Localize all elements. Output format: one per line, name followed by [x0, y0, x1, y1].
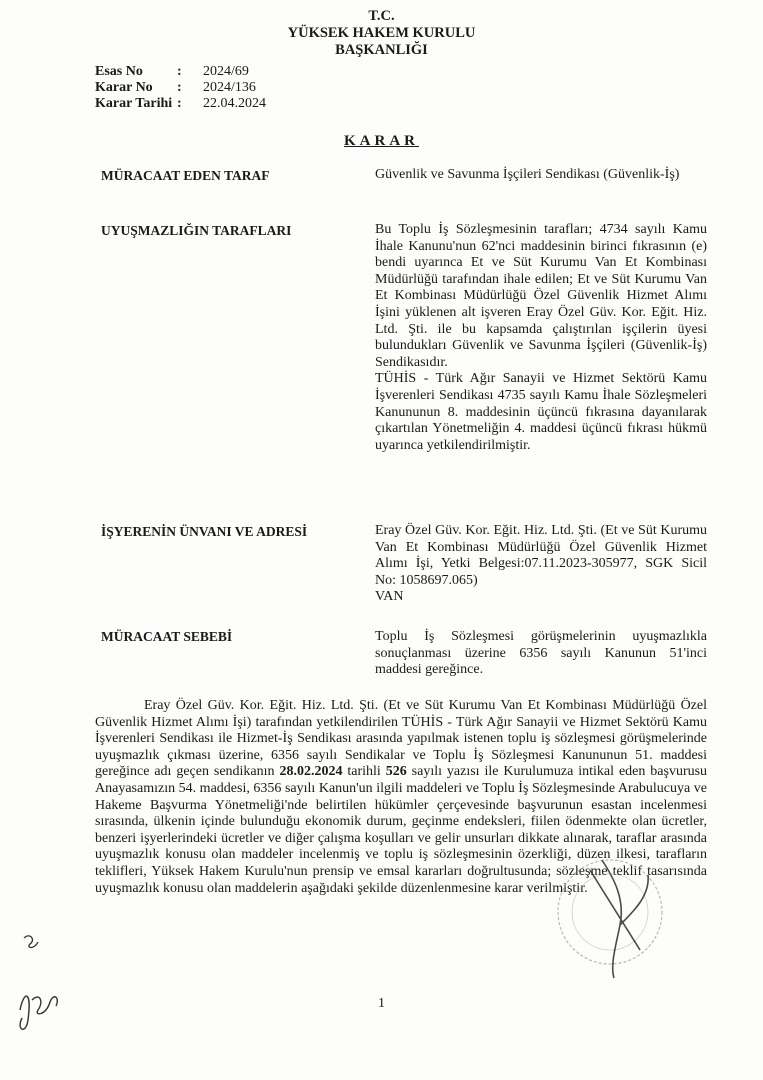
body-number: 526 [385, 764, 407, 780]
parties-text-2: TÜHİS - Türk Ağır Sanayii ve Hizmet Sektörü Kamu İşverenleri Sendikası 4735 sayılı Kamu İhale Sözleşmeleri Kanununun 8. maddesinin üçüncü fıkrasına dayanılarak çıkartılan Yönetmeliğin 4. maddesi üçüncü fıkrası hükmü uyarınca yetkilendirilmiştir. [375, 371, 707, 453]
meta-label: Karar Tarihi [95, 96, 173, 111]
applicant-text: Güvenlik ve Savunma İşçileri Sendikası (Güvenlik-İş) [375, 167, 680, 182]
body-part-2: tarihli [347, 764, 381, 780]
handwritten-initials [10, 930, 70, 1050]
reason-text: Toplu İş Sözleşmesi görüşmelerinin uyuşmazlıkla sonuçlanması üzerine 6356 sayılı Kanunun 51'inci maddesi gereğince. [375, 629, 707, 678]
meta-row-karar [95, 80, 266, 96]
body-part-1: Eray Özel Güv. Kor. Eğit. Hiz. Ltd. Şti. (Et ve Süt Kurumu Van Et Kombinası Müdürlüğü Özel Güvenlik Hizmet Alımı İşi) tarafından yetkilendirilen TÜHİS - Türk Ağır Sanayii ve Hizmet Sektörü Kamu İşverenleri Sendikası ile Hizmet-İş Sendikası arasında yapılmak istenen toplu iş sözleşmesi görüşmelerinde uyuşmazlık çıkması üzerine, 6356 sayılı Sendikalar ve Toplu İş Sözleşmesi Kanununun 51. maddesi gereğince adı geçen sendikanın [95, 698, 707, 780]
section-label-employer: İŞYERENİN ÜNVANI VE ADRESİ [101, 524, 308, 539]
meta-row-esas [95, 64, 266, 80]
section-label-parties: UYUŞMAZLIĞIN TARAFLARI [101, 223, 292, 238]
header-institution: YÜKSEK HAKEM KURULU [287, 25, 476, 41]
meta-sep: : [177, 80, 182, 95]
employer-text: Eray Özel Güv. Kor. Eğit. Hiz. Ltd. Şti. (Et ve Süt Kurumu Van Et Kombinası Müdürlüğü Özel Güvenlik Hizmet Alımı İşi, Yetki Belgesi:07.11.2023-305977, SGK Sicil No: 1058697.065) [375, 523, 707, 588]
seal-stamp-signature [540, 840, 700, 980]
page-number: 1 [378, 996, 385, 1011]
document-title: KARAR [344, 133, 419, 149]
employer-city: VAN [375, 589, 404, 605]
meta-value: 2024/69 [203, 64, 249, 79]
parties-text-1: Bu Toplu İş Sözleşmesinin tarafları; 4734 sayılı Kamu İhale Kanunu'nun 62'nci maddesinin birinci fıkrasının (e) bendi uyarınca Et ve Süt Kurumu Van Et Kombinası Müdürlüğü tarafından ihale edilen; Et ve Süt Kurumu Van Et Kombinası Müdürlüğü Özel Güvenlik Hizmet Alımı İşini yüklenen alt işveren Eray Özel Güv. Kor. Eğit. Hiz. Ltd. Şti. ile bu kapsamda çalıştırılan işçilerin üyesi bulundukları Güvenlik ve Savunma İşçileri (Güvenlik-İş) Sendikasıdır. [375, 222, 707, 370]
header-tc: T.C. [368, 8, 395, 24]
section-text-applicant [375, 167, 707, 184]
meta-value: 2024/136 [203, 80, 256, 95]
section-text-employer [375, 523, 707, 606]
section-label-reason: MÜRACAAT SEBEBİ [101, 629, 233, 644]
header-department: BAŞKANLIĞI [335, 42, 428, 58]
body-part-3: sayılı yazısı ile Kurulumuza intikal eden başvurusu Anayasamızın 54. maddesi, 6356 sayılı Kanun'un ilgili maddeleri ve Toplu İş Sözleşmesinde Arabulucuya ve Hakeme Başvurma Yönetmeliği'nde belirtilen hükümler çerçevesinde başvurunun esastan incelenmesi sırasında, ülkenin içinde bulunduğu ekonomik durum, geçinme endeksleri, fiilen ödenmekte olan ücretler, benzeri işyerlerindeki ücretler ve diğer çalışma koşulları ve gelir unsurları dikkate alınarak, taraflar arasında uyuşmazlık konusu olan maddeler incelenmiş ve toplu iş sözleşmesinin özerkliği, düzen ilkesi, tarafların teklifleri, Yüksek Hakem Kurulu'nun prensip ve emsal kararları doğrultusunda; sözleşme teklif tasarısında uyuşmazlık konusu olan maddelerin aşağıdaki şekilde düzenlenmesine karar verilmiştir. [95, 764, 708, 896]
meta-sep: : [177, 96, 182, 111]
meta-row-tarih [95, 96, 266, 112]
section-text-reason [375, 629, 707, 679]
section-text-parties [375, 222, 707, 454]
case-meta [95, 64, 266, 112]
meta-label: Esas No [95, 64, 143, 79]
meta-value: 22.04.2024 [203, 96, 266, 111]
section-label-applicant: MÜRACAAT EDEN TARAF [101, 168, 270, 183]
body-date: 28.02.2024 [279, 764, 343, 780]
meta-label: Karar No [95, 80, 153, 95]
meta-sep: : [177, 64, 182, 79]
